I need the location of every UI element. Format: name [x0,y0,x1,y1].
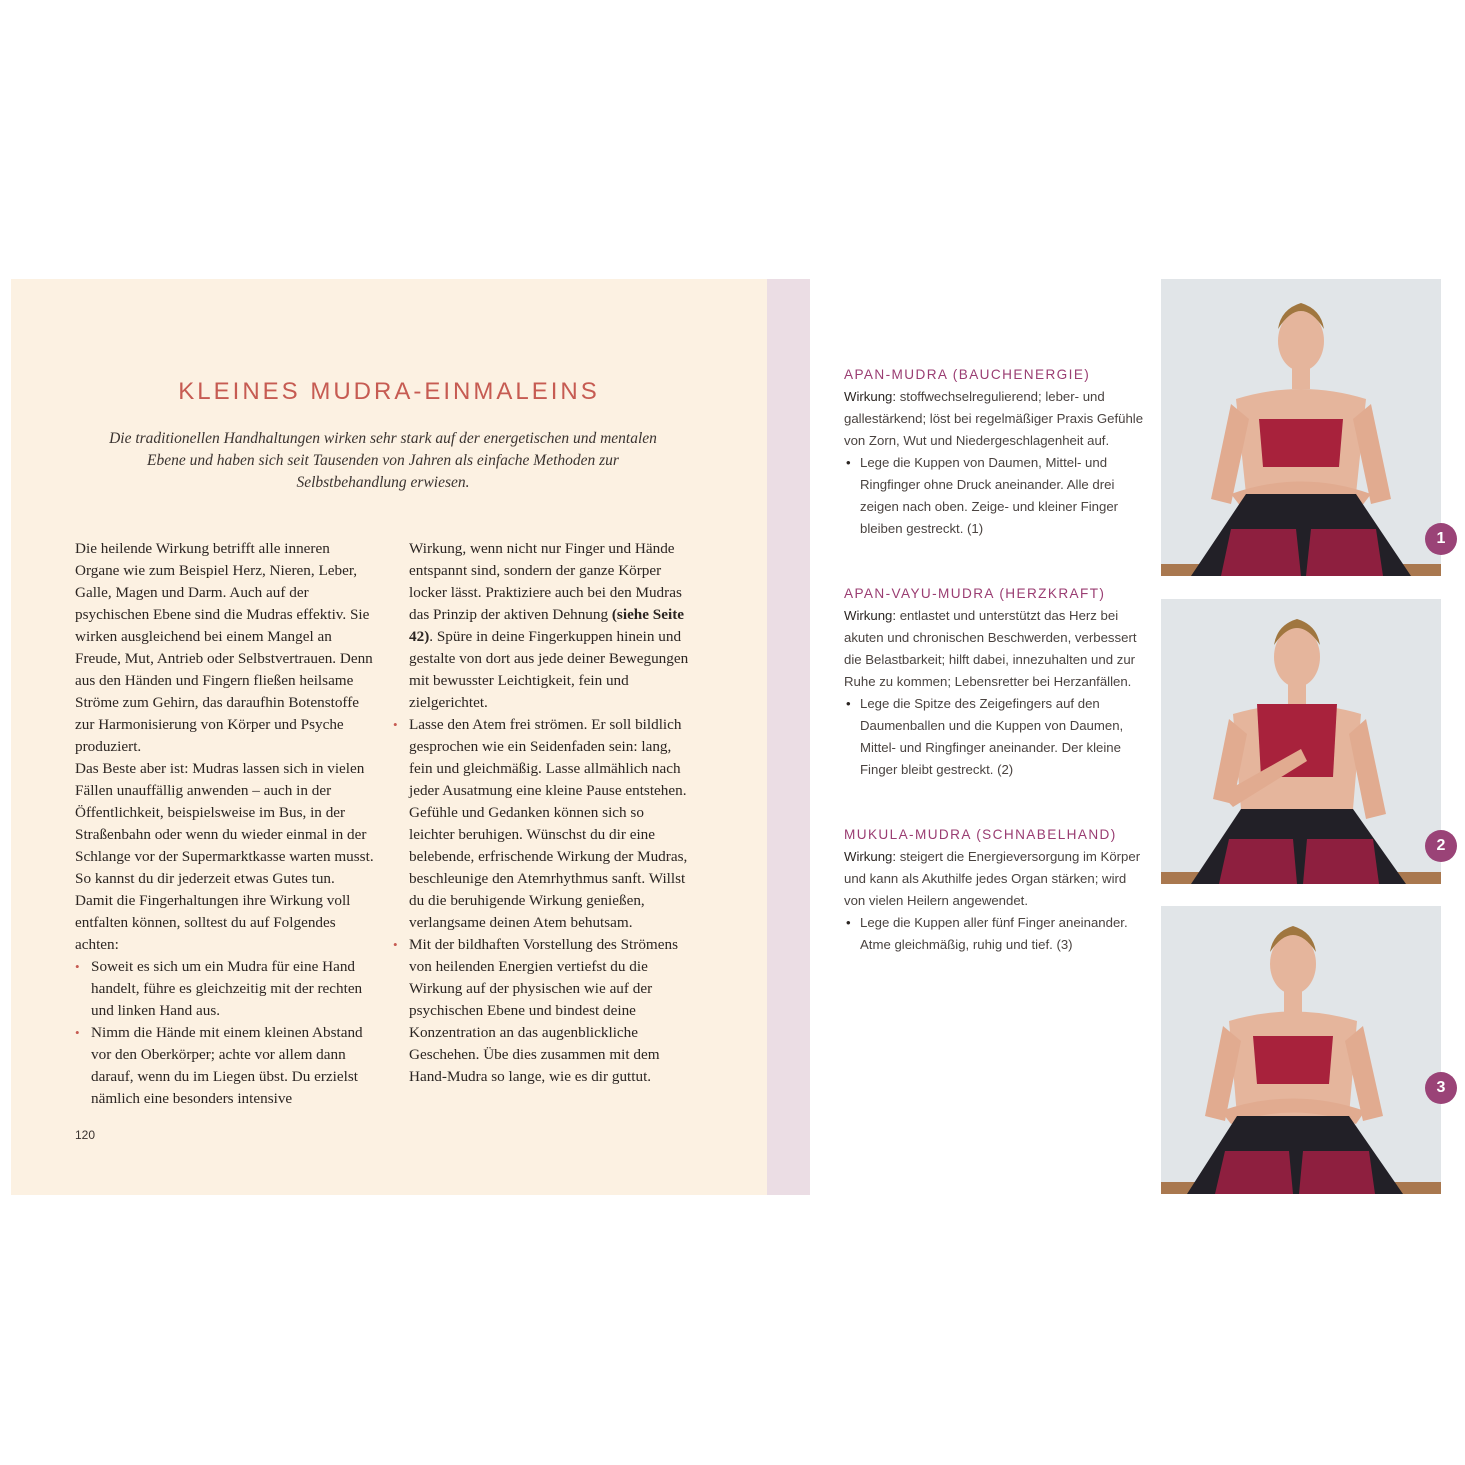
paragraph: Das Beste aber ist: Mudras lassen sich in vielen Fällen unauffällig anwenden – auch in der Öffentlichkeit, beispielsweise im Bus, in der Straßenbahn oder wenn du wieder einmal in der Schlange vor der Supermarktkasse warten musst. So kannst du dir jederzeit etwas Gutes tun. Damit die Fingerhaltungen ihre Wirkung voll entfalten können, solltest du auf Folgendes achten: [75,760,374,953]
effect-text: entlastet und unterstützt das Herz bei akuten und chronischen Beschwerden, verbessert die Belastbarkeit; hilft dabei, innezuhalten und zur Ruhe zu kommen; Lebensretter bei Herzanfällen. [844,608,1137,689]
paragraph [393,538,691,714]
mudra-block-apan [844,364,1144,540]
mudra-heading: MUKULA-MUDRA (SCHNABELHAND) [844,827,1117,842]
effect-label: Wirkung: [844,849,897,864]
photo-number-badge: 1 [1425,523,1457,555]
text-run: Wirkung, wenn nicht nur Finger und Hände entspannt sind, sondern der ganze Körper locker lässt. Praktiziere auch bei den Mudras das Prinzip der aktiven Dehnung [409,540,682,623]
list-item: • Lasse den Atem frei strömen. Er soll bildlich gesprochen wie ein Seidenfaden sein: lang, fein und gleichmäßig. Lasse allmählich nach jeder Ausatmung eine kleine Pause entstehen. Gefühle und Gedanken können sich so leichter beruhigen. Wünschst du dir eine belebende, erfrischende Wirkung der Mudras, beschleunige den Atemrhythmus sanft. Willst du die beruhigende Wirkung genießen, verlangsame deinen Atem behutsam. [393,714,691,934]
mudra-effect [844,605,1144,693]
mudra-block-mukula [844,824,1144,956]
effect-label: Wirkung: [844,389,897,404]
list-item: • Soweit es sich um ein Mudra für eine Hand handelt, führe es gleichzeitig mit der rechten und linken Hand aus. [75,956,375,1022]
mudra-block-apan-vayu [844,583,1144,781]
mudra-effect [844,386,1144,452]
effect-label: Wirkung: [844,608,897,623]
text-run: . Spüre in deine Fingerkuppen hinein und gestalte von dort aus jede deiner Bewegungen mit bewusster Leichtigkeit, fein und zielgerichtet. [409,628,689,711]
effect-text: stoffwechselregulierend; leber- und gallestärkend; löst bei regelmäßiger Praxis Gefühle von Zorn, Wut und Niedergeschlagenheit auf. [844,389,1144,448]
effect-text: steigert die Energieversorgung im Körper und kann als Akuthilfe jedes Organ stärken; wird von vielen Heilern angewendet. [844,849,1141,908]
text-column-right [393,538,691,1088]
photo-mukula-mudra [1161,906,1441,1194]
list-item: • Mit der bildhaften Vorstellung des Strömens von heilenden Energien vertiefst du die Wirkung auf der physischen wie auf der psychischen Ebene und bindest deine Konzentration an das augenblickliche Geschehen. Übe dies zusammen mit dem Hand-Mudra so lange, wie es dir guttut. [393,934,691,1088]
bullet-list [393,714,691,1088]
page-number: 120 [75,1128,96,1142]
photo-apan-mudra [1161,279,1441,576]
list-item: • Nimm die Hände mit einem kleinen Abstand vor den Oberkörper; achte vor allem dann darauf, wenn du im Liegen übst. Du erzielst nämlich eine besonders intensive [75,1022,375,1110]
page-reference: (siehe Seite 42) [409,606,684,645]
bullet-list [844,693,1144,781]
text-column-left [75,538,375,1110]
mudra-heading: APAN-VAYU-MUDRA (HERZKRAFT) [844,586,1106,601]
page-gutter-stripe [767,279,810,1195]
list-item: • Lege die Kuppen aller fünf Finger aneinander. Atme gleichmäßig, ruhig und tief. (3) [844,912,1144,956]
page-title: KLEINES MUDRA-EINMALEINS [178,378,600,405]
list-item: • Lege die Kuppen von Daumen, Mittel- und Ringfinger ohne Druck aneinander. Alle drei zeigen nach oben. Zeige- und kleiner Finger bleiben gestreckt. (1) [844,452,1144,540]
intro-text: Die traditionellen Handhaltungen wirken sehr stark auf der energetischen und mentalen Ebene und haben sich seit Tausenden von Jahren als einfache Methoden zur Selbstbehandlung erwiesen. [109,430,657,491]
photo-number-badge: 2 [1425,830,1457,862]
list-item: • Lege die Spitze des Zeigefingers auf den Daumenballen und die Kuppen von Daumen, Mittel- und Ringfinger aneinander. Der kleine Finger bleibt gestreckt. (2) [844,693,1144,781]
bullet-list [844,452,1144,540]
photo-apan-vayu-mudra [1161,599,1441,884]
paragraph: Die heilende Wirkung betrifft alle inneren Organe wie zum Beispiel Herz, Nieren, Leber, Galle, Magen und Darm. Auch auf der psychischen Ebene sind die Mudras effektiv. Sie wirken ausgleichend bei einem Mangel an Freude, Mut, Antrieb oder Selbstvertrauen. Denn aus den Händen und Fingern fließen heilsame Ströme zum Gehirn, das daraufhin Botenstoffe zur Harmonisierung von Körper und Psyche produziert. [75,540,373,755]
photo-number-badge: 3 [1425,1072,1457,1104]
bullet-list [75,956,375,1110]
mudra-heading: APAN-MUDRA (BAUCHENERGIE) [844,367,1091,382]
bullet-list [844,912,1144,956]
mudra-effect [844,846,1144,912]
